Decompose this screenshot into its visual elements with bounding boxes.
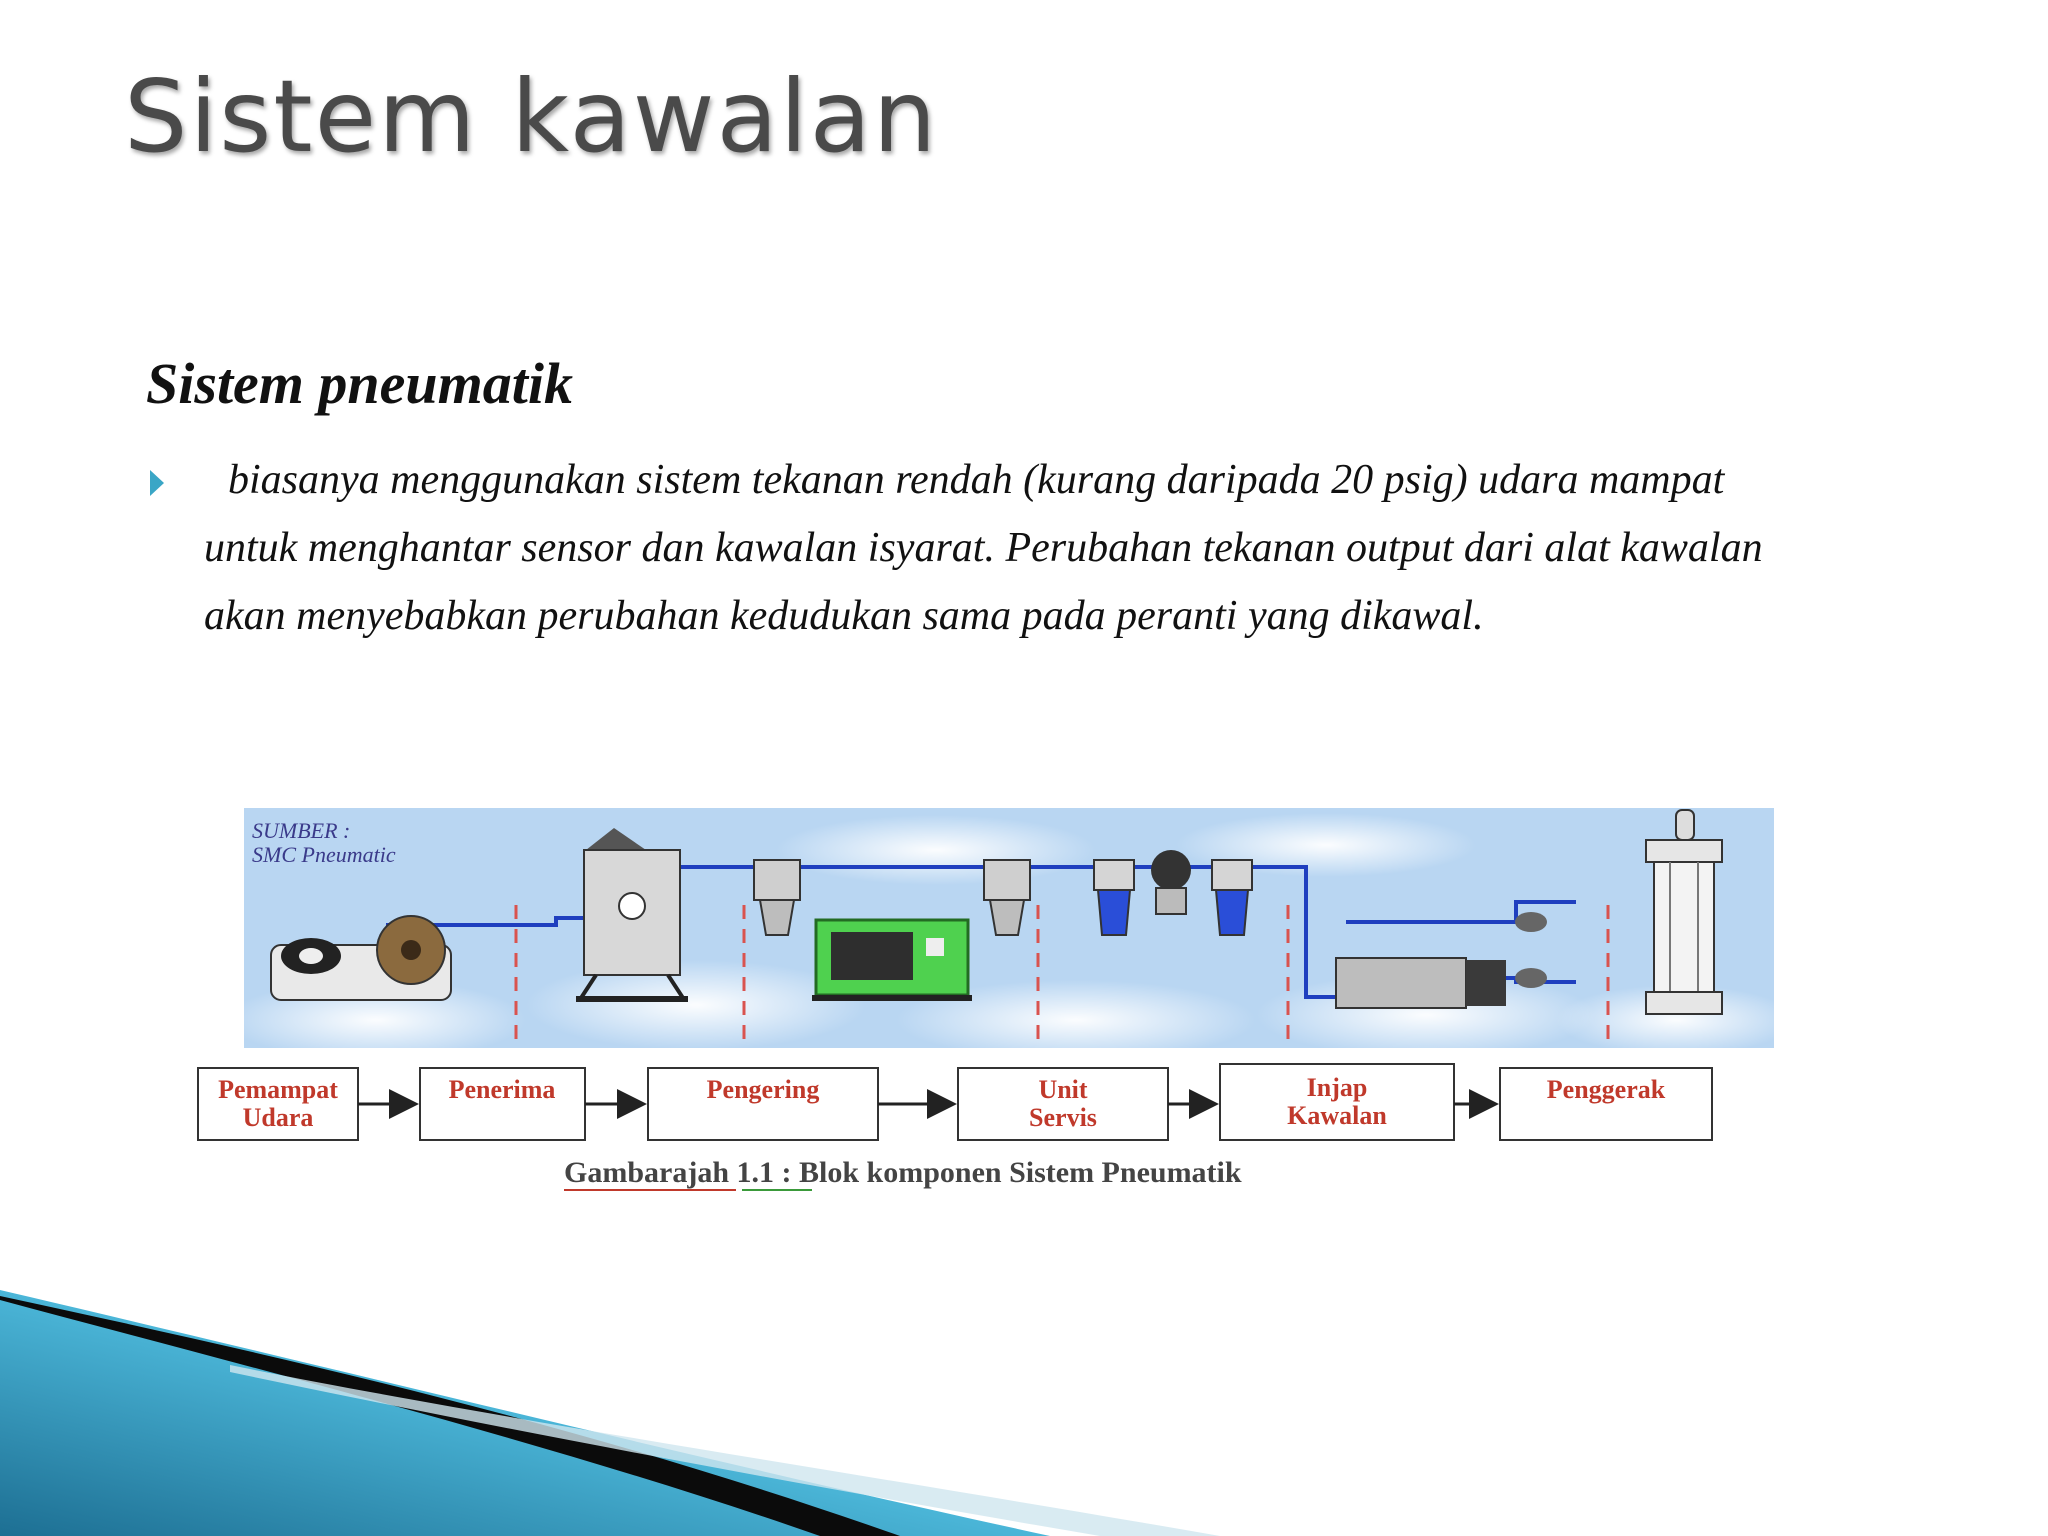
block-pengering [648, 1068, 878, 1140]
section-subtitle: Sistem pneumatik [146, 351, 574, 416]
block-row [198, 1064, 1712, 1140]
block-label: Penerima [448, 1075, 556, 1104]
body-paragraph [204, 446, 1924, 650]
paragraph-line: untuk menghantar sensor dan kawalan isyarat. Perubahan tekanan output dari alat kawalan [204, 525, 1763, 571]
swoosh-black [0, 1296, 900, 1536]
block-pemampat-udara [198, 1068, 358, 1140]
block-label: Kawalan [1287, 1101, 1387, 1130]
block-label: Penggerak [1546, 1075, 1666, 1104]
source-label: SUMBER : [252, 818, 351, 843]
bullet-arrow-icon [150, 470, 164, 496]
block-label: Pemampat [218, 1075, 338, 1104]
swoosh-light [230, 1365, 1220, 1536]
block-unit-servis [958, 1068, 1168, 1140]
receiver-tank-graphic [576, 828, 688, 1002]
block-label: Pengering [706, 1075, 820, 1104]
paragraph-line: biasanya menggunakan sistem tekanan rendah (kurang daripada 20 psig) udara mampat [228, 457, 1725, 503]
block-label: Udara [242, 1103, 314, 1132]
block-label: Injap [1306, 1073, 1368, 1102]
page-title: Sistem kawalan [124, 58, 939, 175]
figure-caption: Gambarajah 1.1 : Blok komponen Sistem Pneumatik [564, 1156, 1242, 1189]
block-penerima [420, 1068, 585, 1140]
block-injap-kawalan [1220, 1064, 1454, 1140]
paragraph-line: akan menyebabkan perubahan kedudukan sama pada peranti yang dikawal. [204, 593, 1484, 639]
source-label: SMC Pneumatic [252, 842, 396, 867]
block-penggerak [1500, 1068, 1712, 1140]
actuator-cylinder-graphic [1646, 810, 1722, 1014]
dryer-graphic [812, 920, 972, 1001]
block-label: Servis [1029, 1103, 1097, 1132]
block-label: Unit [1038, 1075, 1088, 1104]
pneumatic-diagram [176, 660, 1866, 1220]
swoosh-blue [0, 1290, 1050, 1536]
